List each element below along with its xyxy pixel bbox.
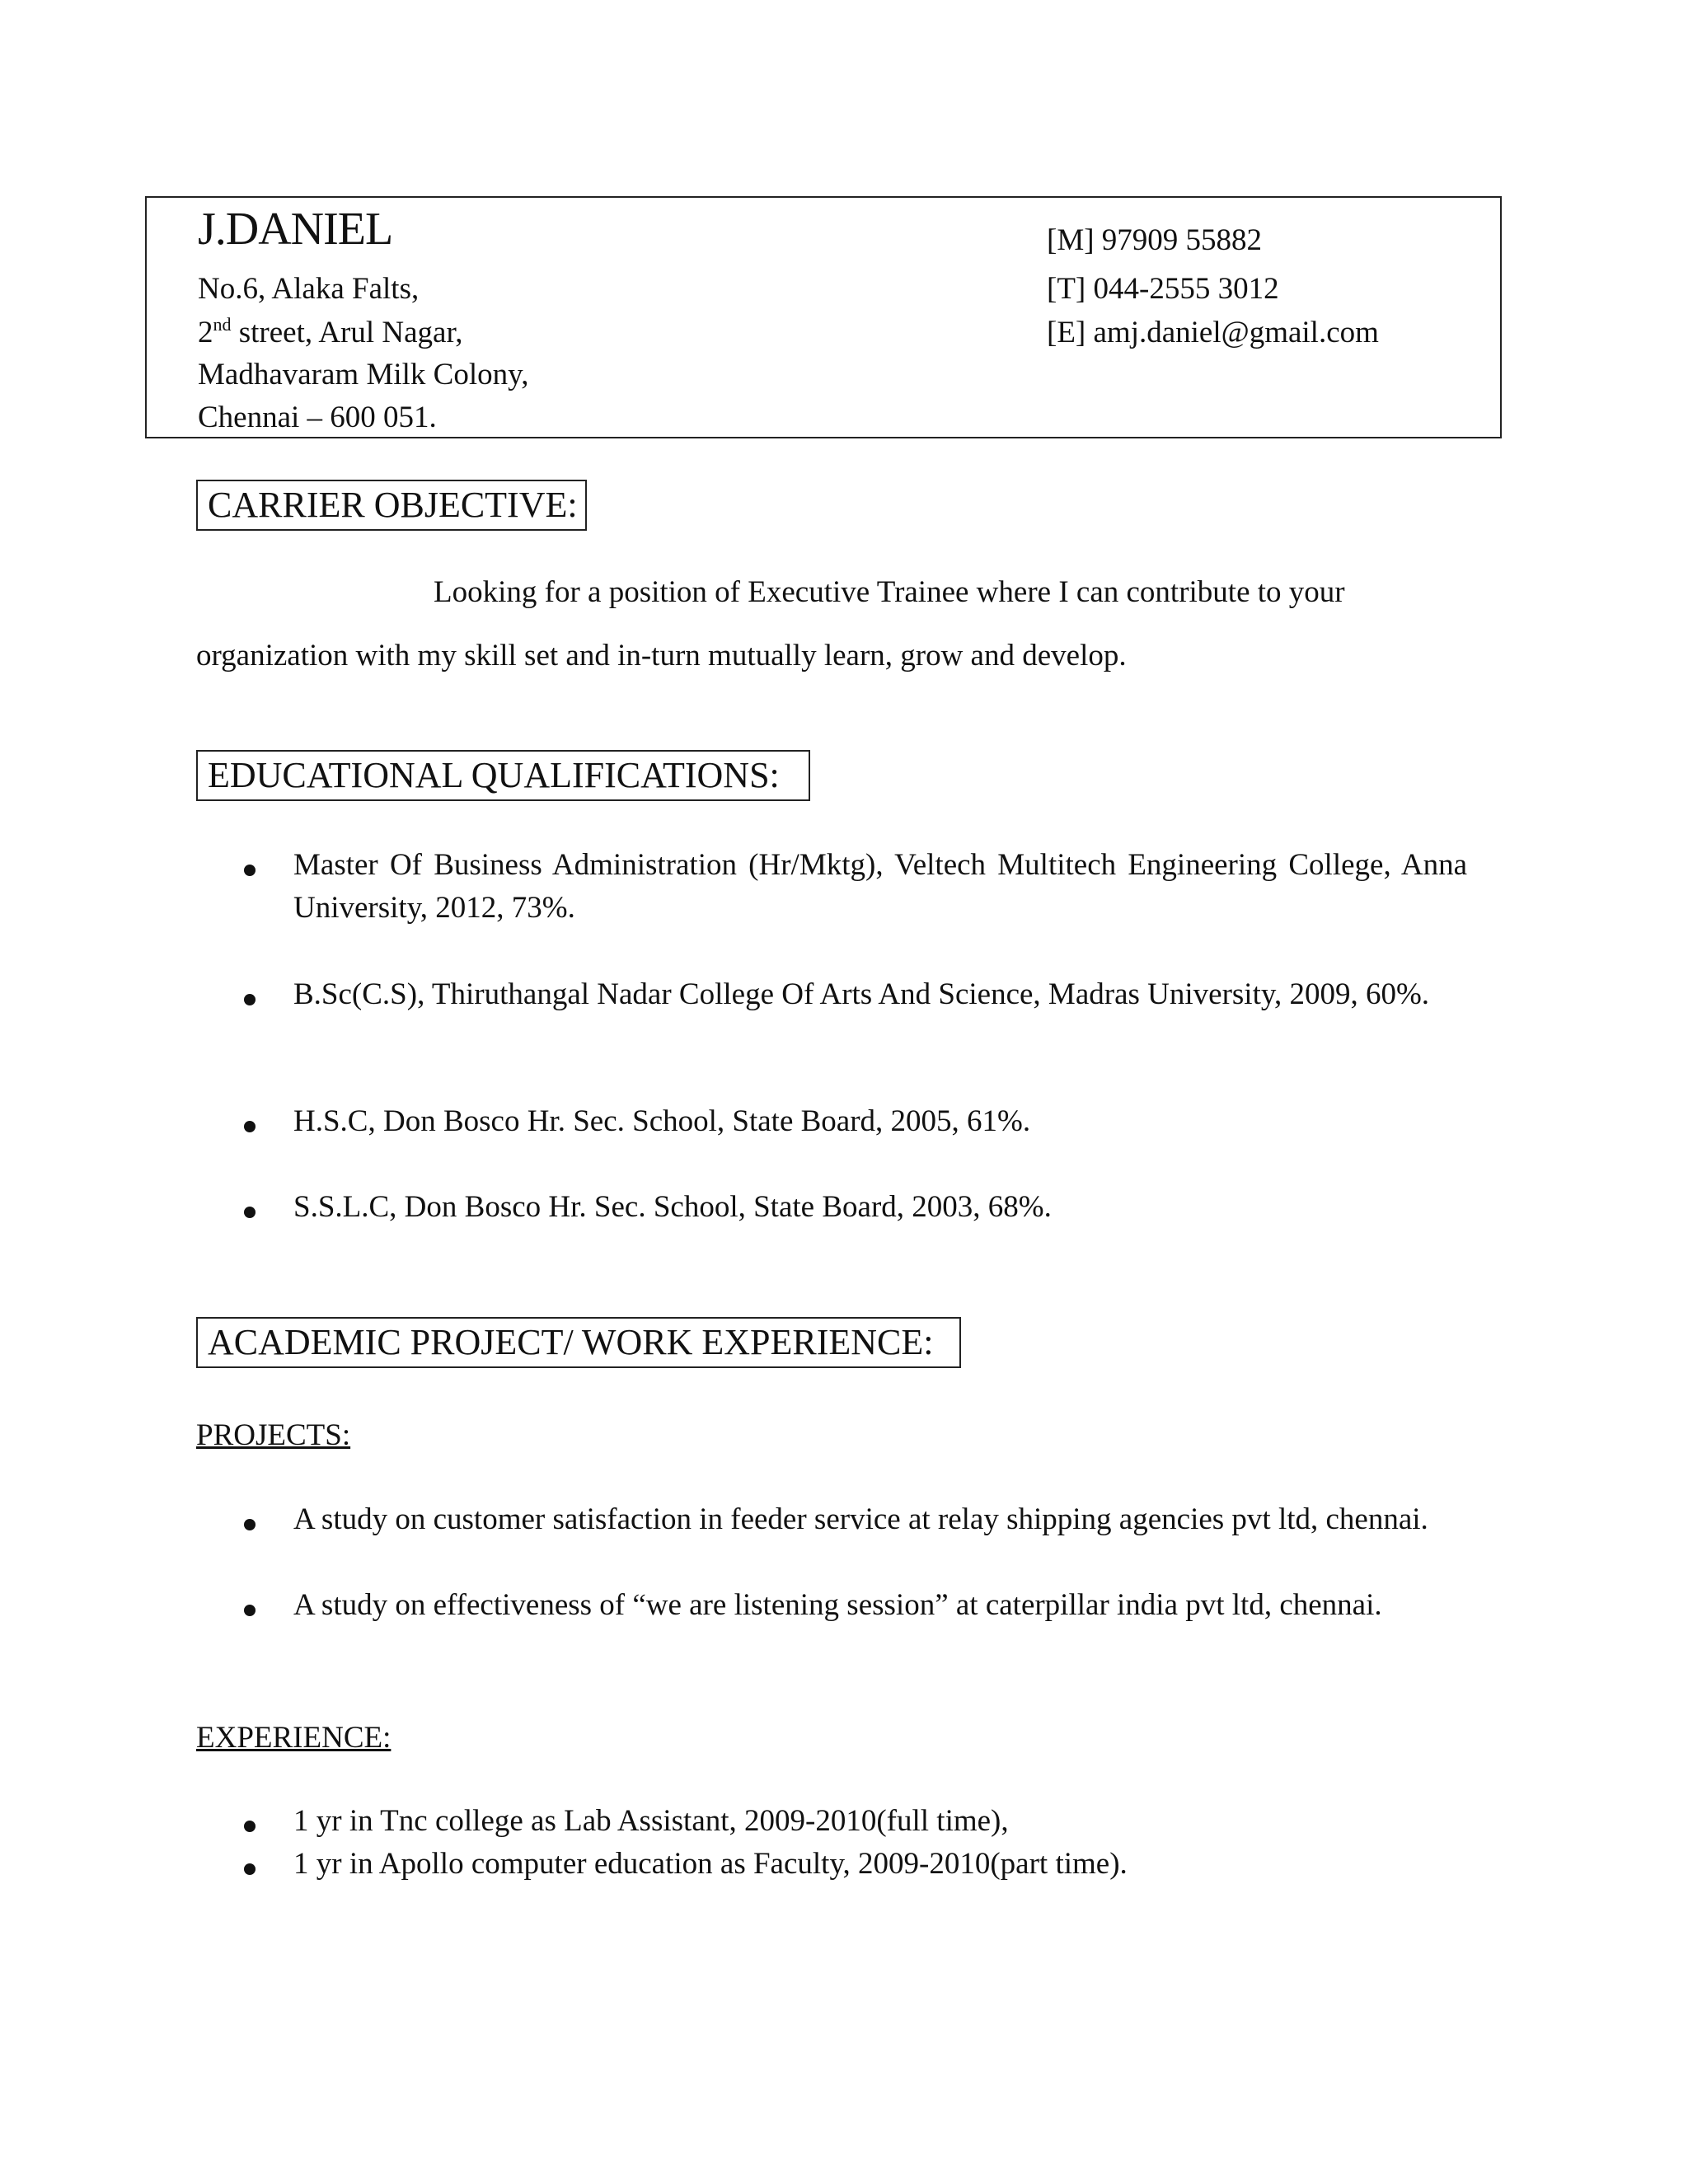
project-item: A study on effectiveness of “we are listening session” at caterpillar india pvt ltd, chennai.	[293, 1588, 1382, 1622]
address-line-2	[198, 314, 463, 349]
objective-section-title: CARRIER OBJECTIVE:	[196, 480, 587, 531]
bullet-icon	[244, 1863, 256, 1875]
education-item: S.S.L.C, Don Bosco Hr. Sec. School, State Board, 2003, 68%.	[293, 1190, 1052, 1224]
education-item: B.Sc(C.S), Thiruthangal Nadar College Of Arts And Science, Madras University, 2009, 60%.	[293, 977, 1430, 1011]
bullet-icon	[244, 865, 256, 876]
contact-email: [E] amj.daniel@gmail.com	[1047, 316, 1379, 349]
address-line-4: Chennai – 600 051.	[198, 401, 437, 434]
bullet-icon	[244, 1519, 256, 1530]
bullet-icon	[244, 1121, 256, 1132]
address-line-1: No.6, Alaka Falts,	[198, 272, 420, 306]
candidate-name: J.DANIEL	[198, 204, 393, 255]
bullet-icon	[244, 1207, 256, 1218]
project-item: A study on customer satisfaction in feeder service at relay shipping agencies pvt ltd, chennai.	[293, 1502, 1428, 1536]
objective-text-line-1: Looking for a position of Executive Trainee where I can contribute to your	[434, 575, 1345, 609]
address-street-rest: street, Arul Nagar,	[231, 316, 463, 349]
projects-heading: PROJECTS:	[196, 1418, 351, 1452]
contact-telephone: [T] 044-2555 3012	[1047, 272, 1279, 306]
ordinal-suffix: nd	[213, 314, 232, 335]
contact-mobile: [M] 97909 55882	[1047, 223, 1263, 257]
bullet-icon	[244, 1821, 256, 1832]
resume-header	[145, 196, 1502, 438]
education-item: H.S.C, Don Bosco Hr. Sec. School, State Board, 2005, 61%.	[293, 1104, 1031, 1138]
objective-text-line-2: organization with my skill set and in-turn mutually learn, grow and develop.	[196, 639, 1127, 673]
experience-heading: EXPERIENCE:	[196, 1721, 392, 1755]
academic-section-title: ACADEMIC PROJECT/ WORK EXPERIENCE:	[196, 1317, 961, 1368]
experience-item: 1 yr in Apollo computer education as Faculty, 2009-2010(part time).	[293, 1847, 1128, 1881]
education-item: Master Of Business Administration (Hr/Mktg), Veltech Multitech Engineering College, Anna University, 2012, 73%.	[293, 848, 1467, 925]
address-street-number: 2	[198, 316, 213, 349]
bullet-icon	[244, 994, 256, 1005]
bullet-icon	[244, 1605, 256, 1616]
address-line-3: Madhavaram Milk Colony,	[198, 358, 529, 391]
experience-item: 1 yr in Tnc college as Lab Assistant, 2009-2010(full time),	[293, 1804, 1009, 1838]
education-section-title: EDUCATIONAL QUALIFICATIONS:	[196, 750, 810, 801]
